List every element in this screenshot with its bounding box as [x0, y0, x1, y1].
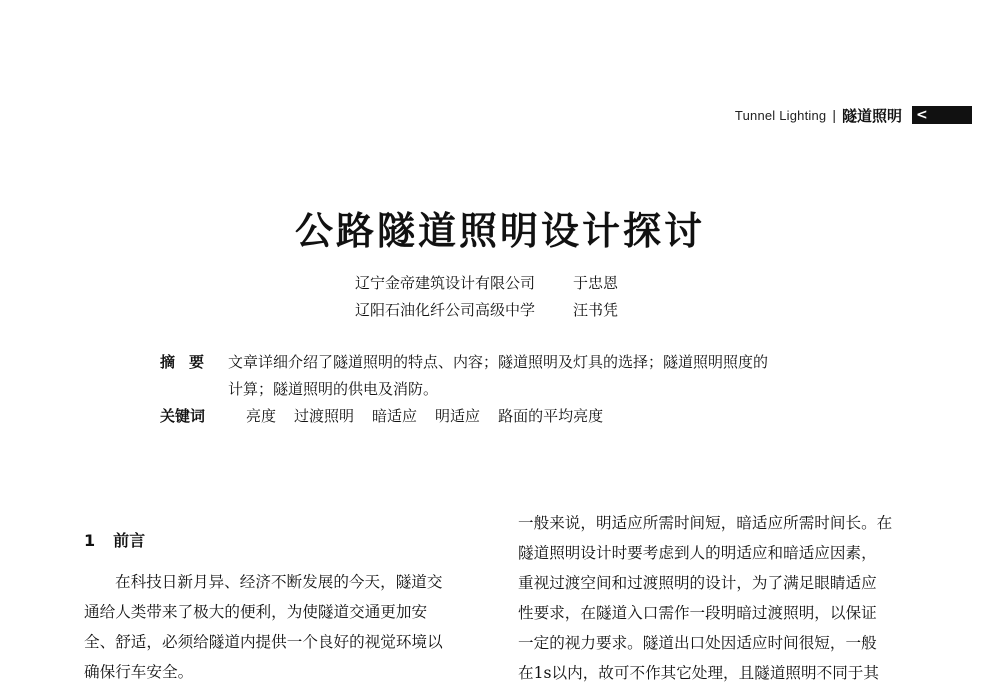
body-text-line: 全、舒适，必须给隧道内提供一个良好的视觉环境以 [84, 633, 443, 651]
keywords-row [160, 403, 860, 430]
running-header [735, 104, 972, 126]
header-black-bar [912, 106, 972, 124]
author-row [355, 270, 618, 297]
author-block [355, 270, 618, 324]
keyword: 暗适应 [372, 407, 418, 425]
body-text-line: 一定的视力要求。隧道出口处因适应时间很短，一般 [518, 634, 877, 652]
abstract-row [160, 376, 860, 403]
keyword: 过渡照明 [294, 407, 355, 425]
header-chinese-title: 隧道照明 [841, 106, 902, 125]
body-text-line: 性要求，在隧道入口需作一段明暗过渡照明，以保证 [518, 604, 877, 622]
chevron-left-icon: < [916, 107, 928, 123]
header-separator: | [832, 107, 836, 123]
author-affiliation: 辽宁金帝建筑设计有限公司 [355, 274, 536, 292]
header-english-title: Tunnel Lighting [734, 107, 827, 123]
body-text-line: 通给人类带来了极大的便利，为使隧道交通更加安 [84, 603, 428, 621]
abstract-text-line: 计算；隧道照明的供电及消防。 [228, 380, 439, 398]
left-column [84, 567, 479, 687]
keywords-label: 关键词 [160, 407, 206, 425]
body-text-line: 隧道照明设计时要考虑到人的明适应和暗适应因素， [518, 544, 877, 562]
abstract-row [160, 349, 860, 376]
body-text-line: 重视过渡空间和过渡照明的设计，为了满足眼睛适应 [518, 574, 877, 592]
keyword: 明适应 [435, 407, 481, 425]
author-name: 于忠恩 [573, 274, 619, 292]
abstract-text-line: 文章详细介绍了隧道照明的特点、内容；隧道照明及灯具的选择；隧道照明照度的 [228, 353, 769, 371]
section-number: 1 [84, 531, 96, 550]
body-text-line: 在科技日新月异、经济不断发展的今天，隧道交 [115, 573, 443, 591]
body-text-line: 一般来说，明适应所需时间短，暗适应所需时间长。在 [518, 514, 893, 532]
section-heading [84, 528, 145, 551]
abstract-label: 摘要 [160, 353, 219, 371]
abstract-block [160, 349, 860, 430]
author-affiliation: 辽阳石油化纤公司高级中学 [355, 301, 536, 319]
right-column [518, 508, 916, 688]
body-text-line: 确保行车安全。 [84, 663, 194, 681]
section-title: 前言 [113, 531, 146, 550]
author-name: 汪书凭 [573, 301, 619, 319]
body-text-line: 在1s以内，故可不作其它处理，且隧道照明不同于其 [518, 664, 879, 682]
author-row [355, 297, 618, 324]
keyword: 亮度 [246, 407, 277, 425]
keyword: 路面的平均亮度 [498, 407, 604, 425]
paper-title: 公路隧道照明设计探讨 [294, 209, 705, 253]
